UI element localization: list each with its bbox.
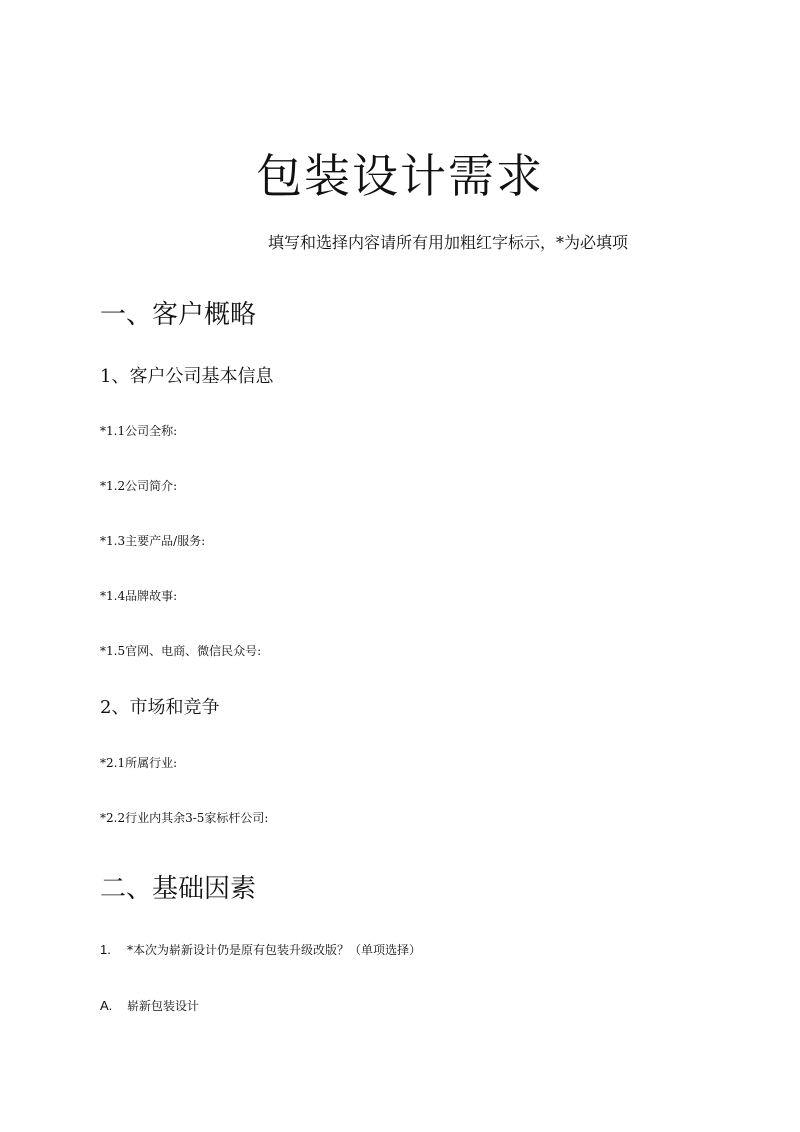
document-subtitle: 填写和选择内容请所有用加粗红字标示，*为必填项 <box>268 233 629 252</box>
option-letter: A. <box>100 998 113 1013</box>
subsection-heading-market-competition: 2、市场和竞争 <box>100 697 220 718</box>
question-design-type <box>100 941 421 959</box>
field-brand-story: *1.4品牌故事: <box>100 589 178 603</box>
section-heading-basic-factors: 二、基础因素 <box>100 874 257 904</box>
question-number: 1. <box>100 942 111 957</box>
question-text: *本次为崭新设计仍是原有包装升级改版？（单项选择） <box>127 943 422 957</box>
field-benchmark-companies: *2.2行业内其余3-5家标杆公司: <box>100 811 269 825</box>
field-industry: *2.1所属行业: <box>100 756 178 770</box>
field-main-products: *1.3主要产品/服务: <box>100 534 206 548</box>
field-website-channels: *1.5官网、电商、微信民众号: <box>100 644 262 658</box>
section-heading-customer-overview: 一、客户概略 <box>100 300 257 330</box>
option-text: 崭新包装设计 <box>127 999 200 1013</box>
field-company-name: *1.1公司全称: <box>100 424 178 438</box>
field-company-profile: *1.2公司简介: <box>100 479 178 493</box>
option-new-design <box>100 997 199 1015</box>
subsection-heading-company-info: 1、客户公司基本信息 <box>100 366 274 387</box>
document-title: 包装设计需求 <box>256 149 544 203</box>
